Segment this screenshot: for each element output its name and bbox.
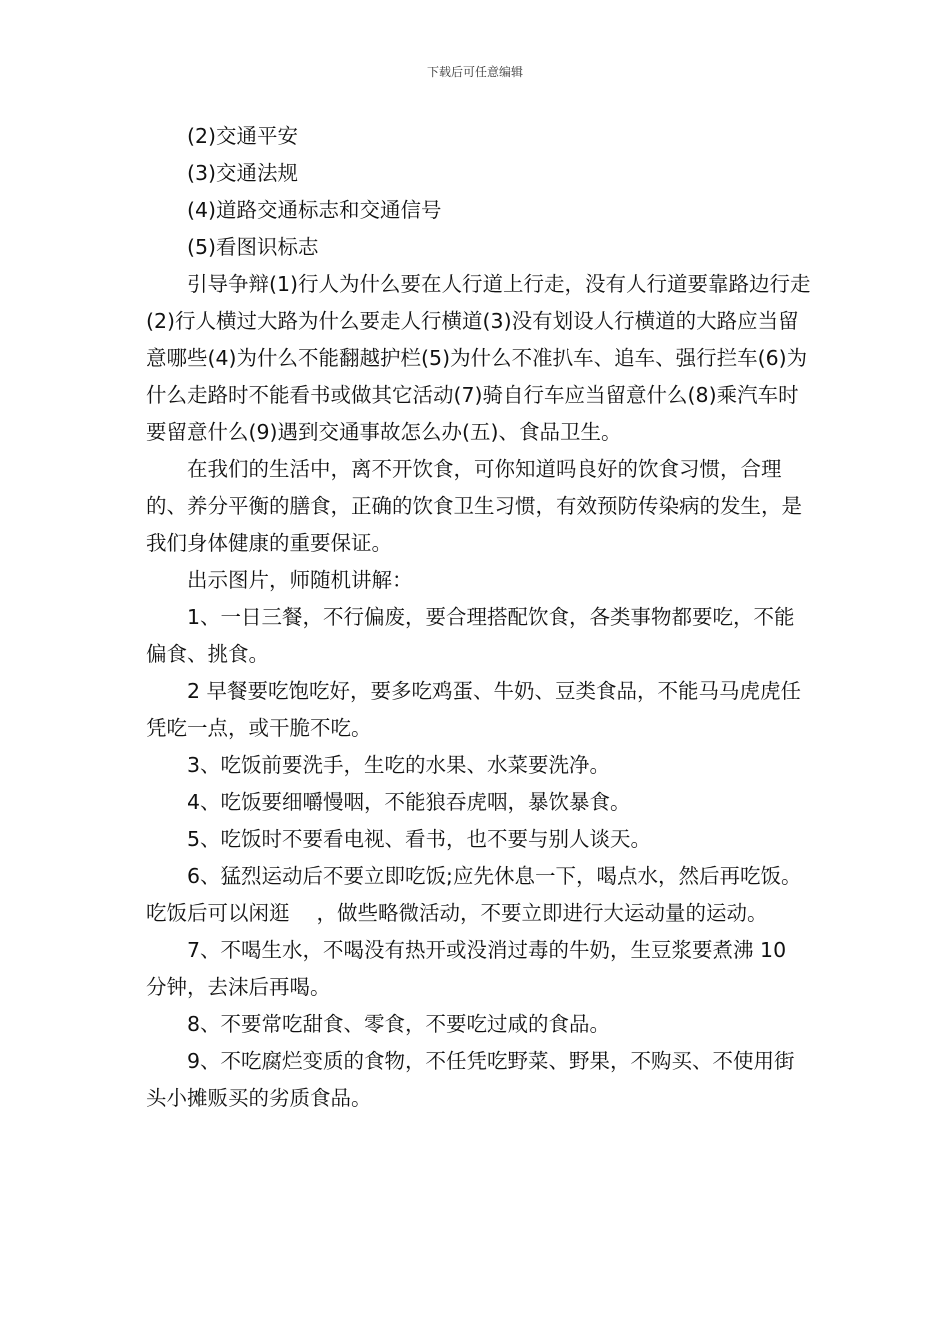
paragraph-diet-intro: 在我们的生活中，离不开饮食，可你知道吗良好的饮食习惯，合理的、养分平衡的膳食，正确的饮食卫生习惯，有效预防传染病的发生，是我们身体健康的重要保证。 bbox=[146, 457, 802, 555]
list-item-6: 6、猛烈运动后不要立即吃饭;应先休息一下，喝点水，然后再吃饭。吃饭后可以闲逛 ，做些略微活动，不要立即进行大运动量的运动。 bbox=[146, 864, 802, 925]
list-item-3: 3、吃饭前要洗手，生吃的水果、水菜要洗净。 bbox=[187, 753, 611, 777]
list-item-9: 9、不吃腐烂变质的食物，不任凭吃野菜、野果，不购买、不使用街头小摊贩买的劣质食品。 bbox=[146, 1049, 795, 1110]
list-item-5: 5、吃饭时不要看电视、看书，也不要与别人谈天。 bbox=[187, 827, 652, 851]
paragraph-traffic-safety: (2)交通平安 bbox=[187, 124, 299, 148]
paragraph-view-signs: (5)看图识标志 bbox=[187, 235, 319, 259]
list-item-2: 2 早餐要吃饱吃好，要多吃鸡蛋、牛奶、豆类食品，不能马马虎虎任凭吃一点，或干脆不吃。 bbox=[146, 679, 802, 740]
page-header: 下载后可任意编辑 bbox=[426, 65, 523, 79]
document-body bbox=[146, 118, 811, 1117]
list-item-4: 4、吃饭要细嚼慢咽，不能狼吞虎咽，暴饮暴食。 bbox=[187, 790, 631, 814]
list-item-7: 7、不喝生水，不喝没有热开或没消过毒的牛奶，生豆浆要煮沸 10 分钟，去沫后再喝。 bbox=[146, 938, 787, 999]
paragraph-traffic-laws: (3)交通法规 bbox=[187, 161, 299, 185]
paragraph-guided-debate: 引导争辩(1)行人为什么要在人行道上行走，没有人行道要靠路边行走(2)行人横过大路为什么要走人行横道(3)没有划设人行横道的大路应当留意哪些(4)为什么不能翻越护栏(5)为什么不准扒车、追车、强行拦车(6)为什么走路时不能看书或做其它活动(7)骑自行车应当留意什么(8)乘汽车时要留意什么(9)遇到交通事故怎么办(五)、食品卫生。 bbox=[146, 272, 811, 444]
paragraph-traffic-signs: (4)道路交通标志和交通信号 bbox=[187, 198, 442, 222]
list-item-8: 8、不要常吃甜食、零食，不要吃过咸的食品。 bbox=[187, 1012, 611, 1036]
list-item-1: 1、一日三餐，不行偏废，要合理搭配饮食，各类事物都要吃，不能偏食、挑食。 bbox=[146, 605, 795, 666]
paragraph-show-pictures: 出示图片，师随机讲解： bbox=[187, 568, 413, 592]
